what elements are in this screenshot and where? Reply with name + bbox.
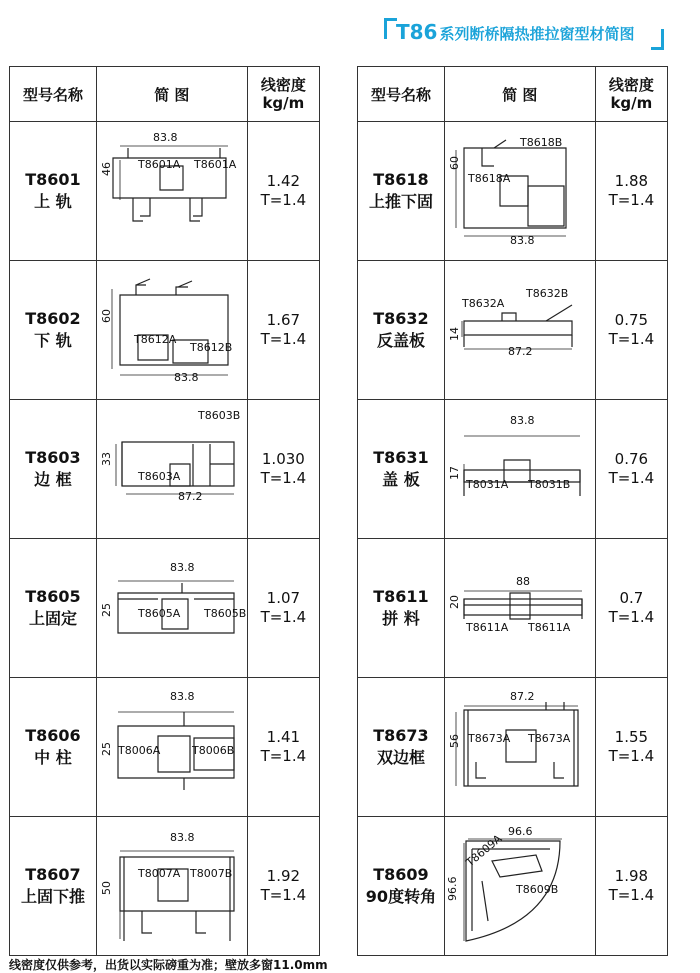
diagram-cell (444, 122, 595, 261)
diagram-cell (444, 400, 595, 539)
T8618-profile-diagram (446, 126, 594, 256)
T8611-profile-diagram (446, 543, 594, 673)
model-name: 拼 料 (382, 609, 420, 628)
profile-outline (190, 198, 202, 221)
profile-table-right (357, 66, 668, 956)
diagram-cell (96, 539, 247, 678)
wall-thickness: T=1.4 (608, 608, 655, 626)
density-value: 1.88 (614, 172, 649, 190)
header-corner-decoration (651, 29, 664, 50)
wall-thickness: T=1.4 (260, 886, 307, 904)
density-value: 0.75 (614, 311, 649, 329)
density-value: 1.42 (266, 172, 301, 190)
model-code: T8602 (25, 309, 81, 328)
col-header-model: 型号名称 (358, 67, 445, 122)
profile-outline (136, 279, 150, 295)
col-header-model: 型号名称 (10, 67, 97, 122)
profile-outline (502, 313, 516, 321)
profile-outline (464, 599, 582, 615)
density-value: 1.07 (266, 589, 301, 607)
col-header-density-unit: kg/m (610, 94, 653, 112)
density-cell (247, 400, 319, 539)
table-header-row (10, 67, 320, 122)
series-code: T86 (396, 20, 438, 44)
wall-thickness: T=1.4 (608, 747, 655, 765)
profile-outline (482, 140, 506, 166)
wall-thickness: T=1.4 (260, 747, 307, 765)
density-cell (247, 122, 319, 261)
model-code: T8609 (373, 865, 429, 884)
model-code: T8611 (373, 587, 429, 606)
page-header (384, 14, 664, 50)
dimension-label: 88 (515, 575, 530, 588)
table-row (358, 817, 668, 956)
profile-outline (193, 444, 210, 486)
density-value: 1.030 (261, 450, 305, 468)
model-code: T8618 (373, 170, 429, 189)
model-cell (10, 122, 97, 261)
part-label: T8612A (133, 333, 177, 346)
part-label: T8612B (189, 341, 233, 354)
density-value: 1.98 (614, 867, 649, 885)
wall-thickness: T=1.4 (260, 608, 307, 626)
diagram-cell (444, 678, 595, 817)
diagram-cell (444, 817, 595, 956)
model-cell (358, 539, 445, 678)
density-cell (247, 539, 319, 678)
part-label: T8673A (527, 732, 571, 745)
part-label: T8673A (467, 732, 511, 745)
dimension-label: 96.6 (445, 876, 459, 901)
model-code: T8673 (373, 726, 429, 745)
part-label: T8609A (463, 832, 505, 870)
diagram-cell (96, 400, 247, 539)
diagram-cell (96, 122, 247, 261)
T8631-profile-diagram (446, 404, 594, 534)
dimension-label: 50 (99, 881, 113, 895)
page-title (396, 20, 635, 44)
profile-outline (133, 198, 150, 221)
model-code: T8607 (25, 865, 81, 884)
dimension-label: 83.8 (509, 234, 535, 247)
wall-thickness: T=1.4 (260, 330, 307, 348)
model-code: T8601 (25, 170, 81, 189)
part-label: T8632A (461, 297, 505, 310)
dimension-label: 83.8 (169, 831, 195, 844)
model-name: 盖 板 (382, 470, 420, 489)
profile-outline (464, 148, 566, 228)
density-cell (595, 678, 667, 817)
model-name: 反盖板 (376, 331, 425, 350)
dimension-label: 83.8 (173, 371, 199, 384)
part-label: T8006B (191, 744, 235, 757)
T8601-profile-diagram (98, 126, 246, 256)
col-header-density-label: 线密度 (608, 76, 654, 94)
table-row (10, 122, 320, 261)
dimension-label: 33 (99, 452, 113, 466)
density-cell (595, 539, 667, 678)
part-label: T8006A (117, 744, 161, 757)
model-name: 上推下固 (368, 192, 433, 211)
profile-outline (120, 295, 228, 365)
col-header-density (247, 67, 319, 122)
dimension-label: 25 (99, 603, 113, 617)
model-name: 双边框 (376, 748, 425, 767)
part-label: T8031A (465, 478, 509, 491)
table-row (10, 400, 320, 539)
model-name: 上 轨 (34, 192, 72, 211)
wall-thickness: T=1.4 (260, 191, 307, 209)
table-row (10, 678, 320, 817)
model-code: T8603 (25, 448, 81, 467)
col-header-density (595, 67, 667, 122)
wall-thickness: T=1.4 (608, 886, 655, 904)
dimension-label: 83.8 (169, 690, 195, 703)
T8606-profile-diagram (98, 682, 246, 812)
model-cell (10, 400, 97, 539)
part-label: T8601A (193, 158, 237, 171)
part-label: T8601A (137, 158, 181, 171)
dimension-label: 60 (99, 309, 113, 323)
profile-outline (464, 321, 572, 335)
part-label: T8632B (525, 287, 569, 300)
model-cell (358, 817, 445, 956)
model-cell (10, 261, 97, 400)
profile-outline (528, 186, 564, 226)
profile-outline (546, 305, 572, 321)
model-cell (358, 261, 445, 400)
table-row (358, 261, 668, 400)
diagram-cell (96, 261, 247, 400)
part-label: T8605B (203, 607, 246, 620)
model-name: 边 框 (34, 470, 72, 489)
dimension-label: 14 (447, 327, 461, 341)
model-code: T8605 (25, 587, 81, 606)
model-cell (358, 678, 445, 817)
profile-outline (476, 762, 564, 778)
dimension-label: 96.6 (507, 825, 533, 838)
model-cell (358, 122, 445, 261)
model-code: T8632 (373, 309, 429, 328)
part-label: T8031B (527, 478, 571, 491)
profile-table-left (9, 66, 320, 956)
part-label: T8609B (515, 883, 559, 896)
table-row (358, 678, 668, 817)
dimension-label: 87.2 (509, 690, 535, 703)
part-label: T8603A (137, 470, 181, 483)
model-name: 上固下推 (20, 887, 85, 906)
wall-thickness: T=1.4 (608, 191, 655, 209)
profile-outline (142, 911, 206, 933)
wall-thickness: T=1.4 (608, 469, 655, 487)
table-row (358, 539, 668, 678)
wall-thickness: T=1.4 (260, 469, 307, 487)
T8609-profile-diagram (446, 821, 594, 951)
dimension-label: 25 (99, 742, 113, 756)
density-value: 1.92 (266, 867, 301, 885)
profile-outline (482, 881, 488, 921)
density-value: 1.41 (266, 728, 301, 746)
diagram-cell (444, 261, 595, 400)
profile-outline (120, 857, 234, 911)
rows-right (358, 122, 668, 956)
density-cell (595, 261, 667, 400)
density-value: 1.67 (266, 311, 301, 329)
density-cell (247, 817, 319, 956)
model-cell (10, 817, 97, 956)
profile-outline (492, 855, 542, 877)
density-cell (595, 400, 667, 539)
model-code: T8606 (25, 726, 81, 745)
density-value: 0.76 (614, 450, 649, 468)
wall-thickness: T=1.4 (608, 330, 655, 348)
part-label: T8605A (137, 607, 181, 620)
T8673-profile-diagram (446, 682, 594, 812)
dimension-label: 87.2 (507, 345, 533, 358)
dimension-label: 17 (447, 466, 461, 480)
density-cell (595, 122, 667, 261)
T8605-profile-diagram (98, 543, 246, 673)
model-cell (10, 678, 97, 817)
part-label: T8611A (465, 621, 509, 634)
dimension-label: 83.8 (169, 561, 195, 574)
dimension-label: 60 (447, 156, 461, 170)
col-header-diagram: 简 图 (96, 67, 247, 122)
part-label: T8618B (519, 136, 563, 149)
table-row (10, 539, 320, 678)
profile-outline (128, 148, 220, 158)
model-cell (358, 400, 445, 539)
model-code: T8631 (373, 448, 429, 467)
T8603-profile-diagram (98, 404, 246, 534)
profile-outline (464, 710, 578, 786)
part-label: T8603B (197, 409, 241, 422)
density-cell (247, 678, 319, 817)
table-row (358, 122, 668, 261)
profile-outline (158, 736, 190, 772)
table-header-row (358, 67, 668, 122)
part-label: T8007B (189, 867, 233, 880)
model-name: 90度转角 (365, 887, 437, 906)
dimension-label: 46 (99, 162, 113, 176)
dimension-label: 56 (447, 734, 461, 748)
model-name: 中 柱 (34, 748, 72, 767)
model-name: 上固定 (28, 609, 77, 628)
col-header-density-label: 线密度 (260, 76, 306, 94)
part-label: T8007A (137, 867, 181, 880)
profile-outline (468, 710, 574, 786)
table-row (10, 261, 320, 400)
density-value: 0.7 (619, 589, 644, 607)
diagram-cell (96, 817, 247, 956)
series-title: 系列断桥隔热推拉窗型材简图 (439, 25, 635, 43)
part-label: T8611A (527, 621, 571, 634)
density-cell (247, 261, 319, 400)
dimension-label: 87.2 (177, 490, 203, 503)
diagram-cell (444, 539, 595, 678)
dimension-label: 83.8 (152, 131, 178, 144)
diagram-cell (96, 678, 247, 817)
model-cell (10, 539, 97, 678)
footer-note: 线密度仅供参考，出货以实际磅重为准；壁放多窗11.0mm (9, 958, 328, 972)
dimension-label: 20 (447, 595, 461, 609)
profile-outline (176, 281, 192, 295)
table-row (358, 400, 668, 539)
T8602-profile-diagram (98, 265, 246, 395)
part-label: T8618A (467, 172, 511, 185)
col-header-density-unit: kg/m (262, 94, 305, 112)
T8632-profile-diagram (446, 265, 594, 395)
dimension-label: 83.8 (509, 414, 535, 427)
density-cell (595, 817, 667, 956)
profile-outline (464, 599, 582, 619)
rows-left (10, 122, 320, 956)
col-header-diagram: 简 图 (444, 67, 595, 122)
T8607-profile-diagram (98, 821, 246, 951)
table-row (10, 817, 320, 956)
model-name: 下 轨 (34, 331, 72, 350)
density-value: 1.55 (614, 728, 649, 746)
